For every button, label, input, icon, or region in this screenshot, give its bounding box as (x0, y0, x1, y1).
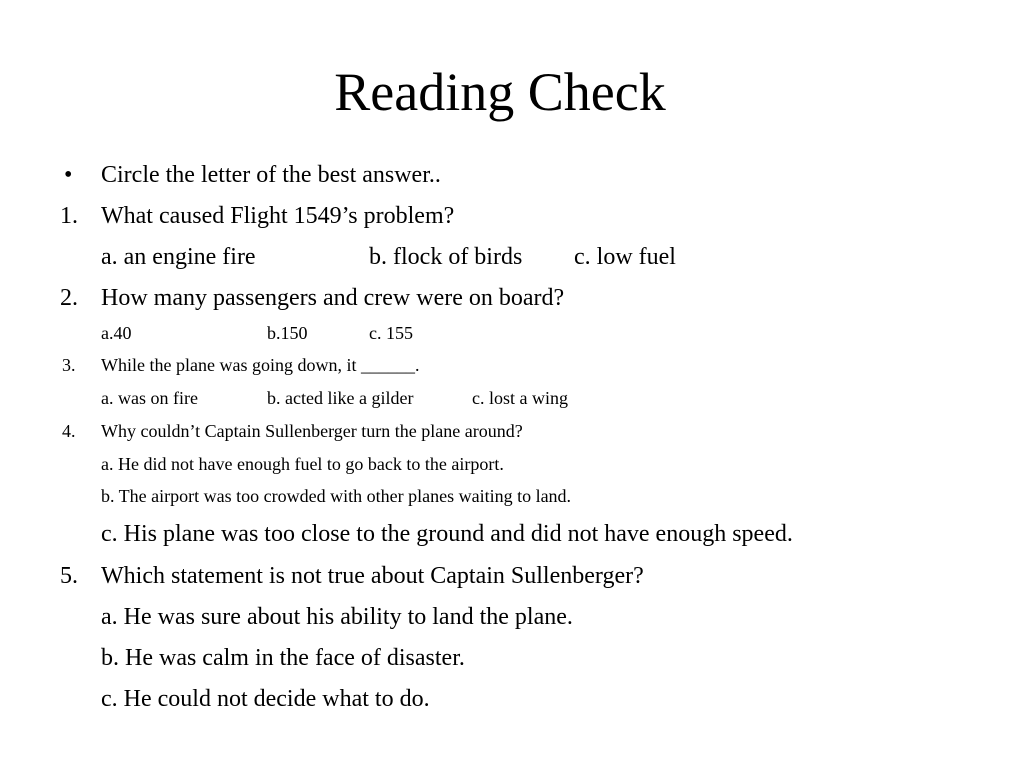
question-text: Why couldn’t Captain Sullenberger turn the plane around? (101, 421, 523, 441)
answer-option-c: c. He could not decide what to do. (101, 686, 430, 712)
instruction-text: Circle the letter of the best answer.. (101, 162, 441, 188)
answer-option-c: c. His plane was too close to the ground and did not have enough speed. (101, 521, 793, 547)
answer-option-b: b.150 (267, 323, 308, 343)
answer-option-a: a.40 (101, 323, 132, 343)
answer-option-b: b. acted like a gilder (267, 388, 414, 408)
question-number: 2. (60, 285, 78, 311)
question-number: 4. (62, 421, 76, 441)
answer-option-b: b. flock of birds (369, 244, 523, 270)
question-number: 1. (60, 203, 78, 229)
answer-option-b: b. He was calm in the face of disaster. (101, 645, 465, 671)
question-text: What caused Flight 1549’s problem? (101, 203, 455, 229)
answer-option-a: a. He did not have enough fuel to go back to the airport. (101, 454, 504, 474)
answer-option-c: c. low fuel (574, 244, 676, 270)
question-text: While the plane was going down, it ______. (101, 355, 420, 375)
question-text: How many passengers and crew were on board? (101, 285, 565, 311)
answer-option-c: c. lost a wing (472, 388, 568, 408)
answer-option-a: a. was on fire (101, 388, 198, 408)
question-number: 3. (62, 355, 76, 375)
question-text: Which statement is not true about Captain Sullenberger? (101, 563, 644, 589)
question-number: 5. (60, 563, 78, 589)
answer-option-b: b. The airport was too crowded with other planes waiting to land. (101, 486, 572, 506)
answer-option-a: a. He was sure about his ability to land the plane. (101, 604, 573, 630)
answer-option-c: c. 155 (369, 323, 413, 343)
answer-option-a: a. an engine fire (101, 244, 256, 270)
slide-title: Reading Check (334, 62, 666, 122)
bullet-icon: • (64, 162, 73, 188)
